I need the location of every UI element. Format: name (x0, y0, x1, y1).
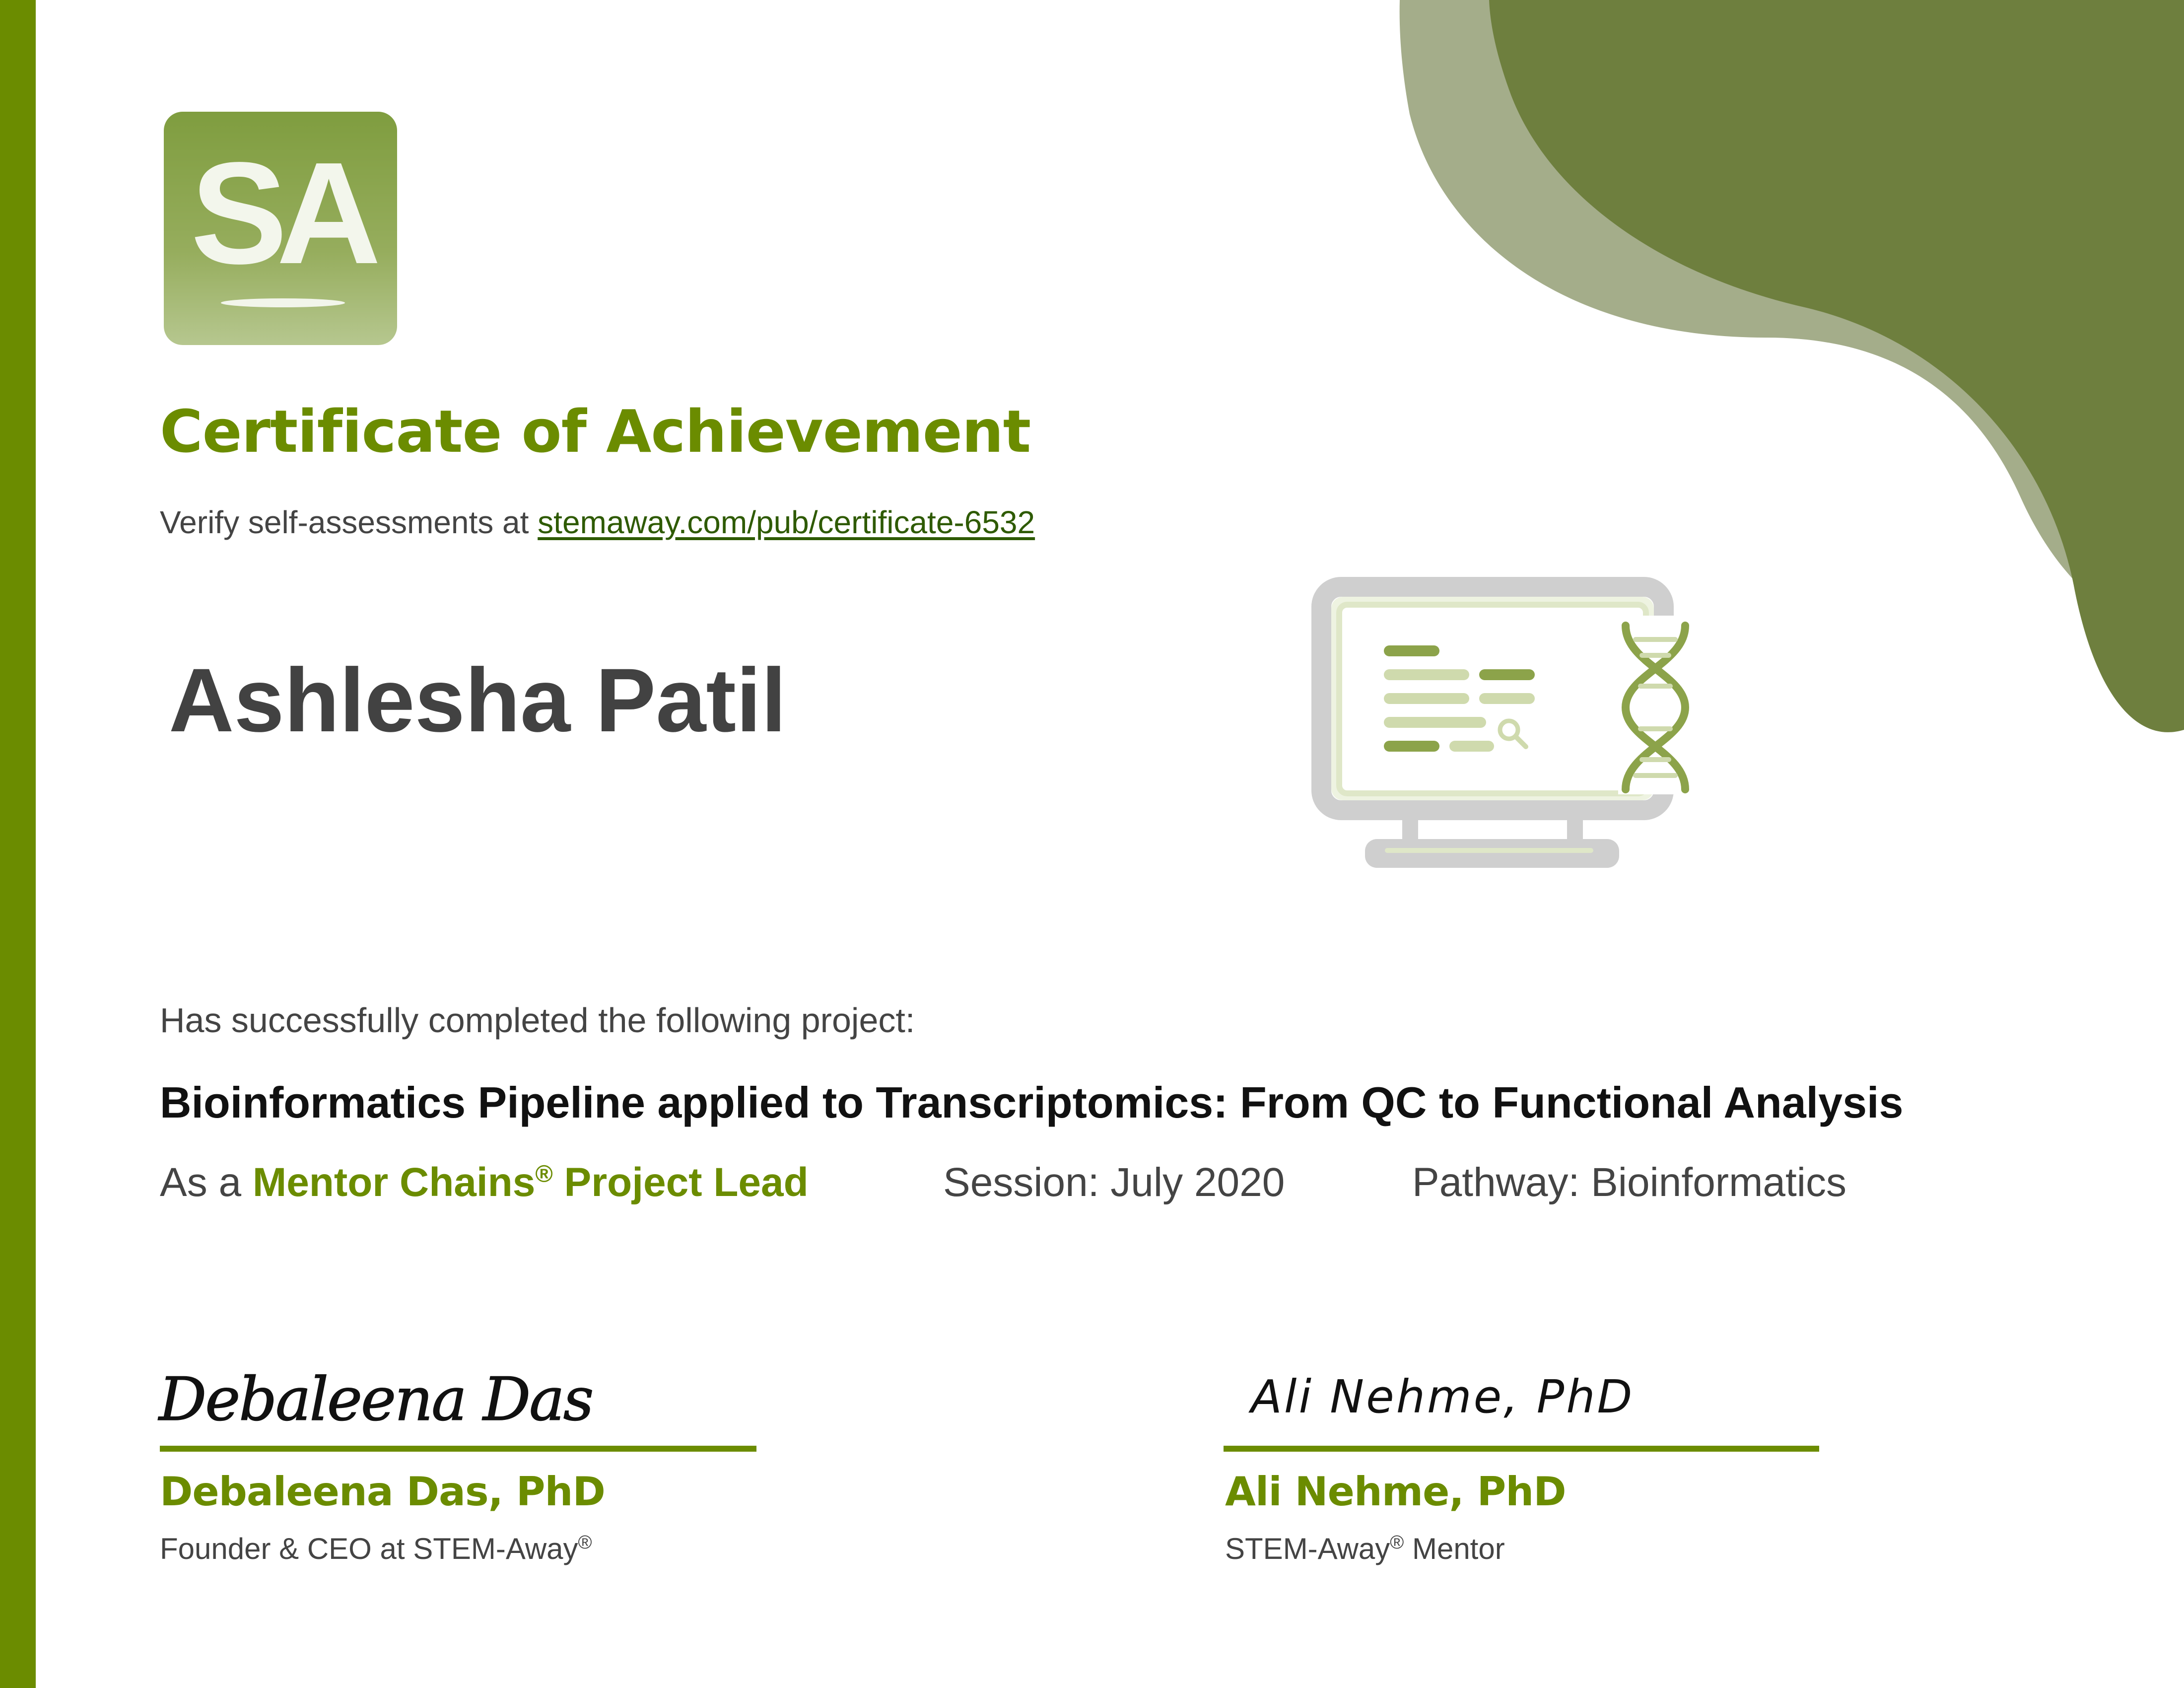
signer-role-1 (160, 1532, 592, 1566)
svg-text:Ali Nehme, PhD: Ali Nehme, PhD (1251, 1370, 1635, 1423)
dna-icon (1618, 616, 1693, 794)
verify-prefix: Verify self-assessments at (160, 504, 529, 540)
completion-statement: Has successfully completed the following project: (160, 1001, 915, 1040)
signer-role-2 (1225, 1532, 1505, 1566)
verify-line (160, 504, 1035, 541)
signer-role-2-suffix: Mentor (1404, 1532, 1505, 1565)
computer-monitor-icon (1321, 587, 1664, 868)
role-registered-mark: ® (535, 1161, 553, 1188)
bioinformatics-illustration (1310, 576, 1703, 884)
logo-swoosh-icon (213, 281, 352, 325)
role-suffix: Project Lead (564, 1160, 809, 1205)
stemaway-logo (164, 112, 397, 345)
role-title (253, 1160, 809, 1205)
signature-line-1 (160, 1446, 756, 1452)
recipient-name: Ashlesha Patil (169, 649, 787, 751)
signature-line-2 (1224, 1446, 1819, 1452)
pathway-label: Pathway: Bioinformatics (1412, 1160, 1847, 1205)
svg-text:Debaleena Das: Debaleena Das (159, 1365, 593, 1434)
role-line (160, 1159, 809, 1206)
signer-role-1-text: Founder & CEO at STEM-Away (160, 1532, 578, 1565)
signature-ali-nehme (1251, 1360, 1635, 1435)
signer-name-2: Ali Nehme, PhD (1225, 1469, 1566, 1515)
signature-debaleena-das (159, 1355, 593, 1440)
signer-role-2-text: STEM-Away (1225, 1532, 1390, 1565)
session-label: Session: July 2020 (943, 1160, 1285, 1205)
project-title: Bioinformatics Pipeline applied to Transcriptomics: From QC to Functional Analysis (160, 1078, 1904, 1127)
registered-mark: ® (578, 1532, 592, 1553)
registered-mark: ® (1390, 1532, 1404, 1553)
verify-link[interactable]: stemaway.com/pub/certificate-6532 (538, 504, 1035, 540)
certificate-title: Certificate of Achievement (160, 397, 1031, 466)
logo-text: SA (191, 132, 370, 294)
role-name: Mentor Chains (252, 1160, 536, 1205)
role-prefix: As a (160, 1160, 242, 1205)
signer-name-1: Debaleena Das, PhD (160, 1469, 605, 1515)
